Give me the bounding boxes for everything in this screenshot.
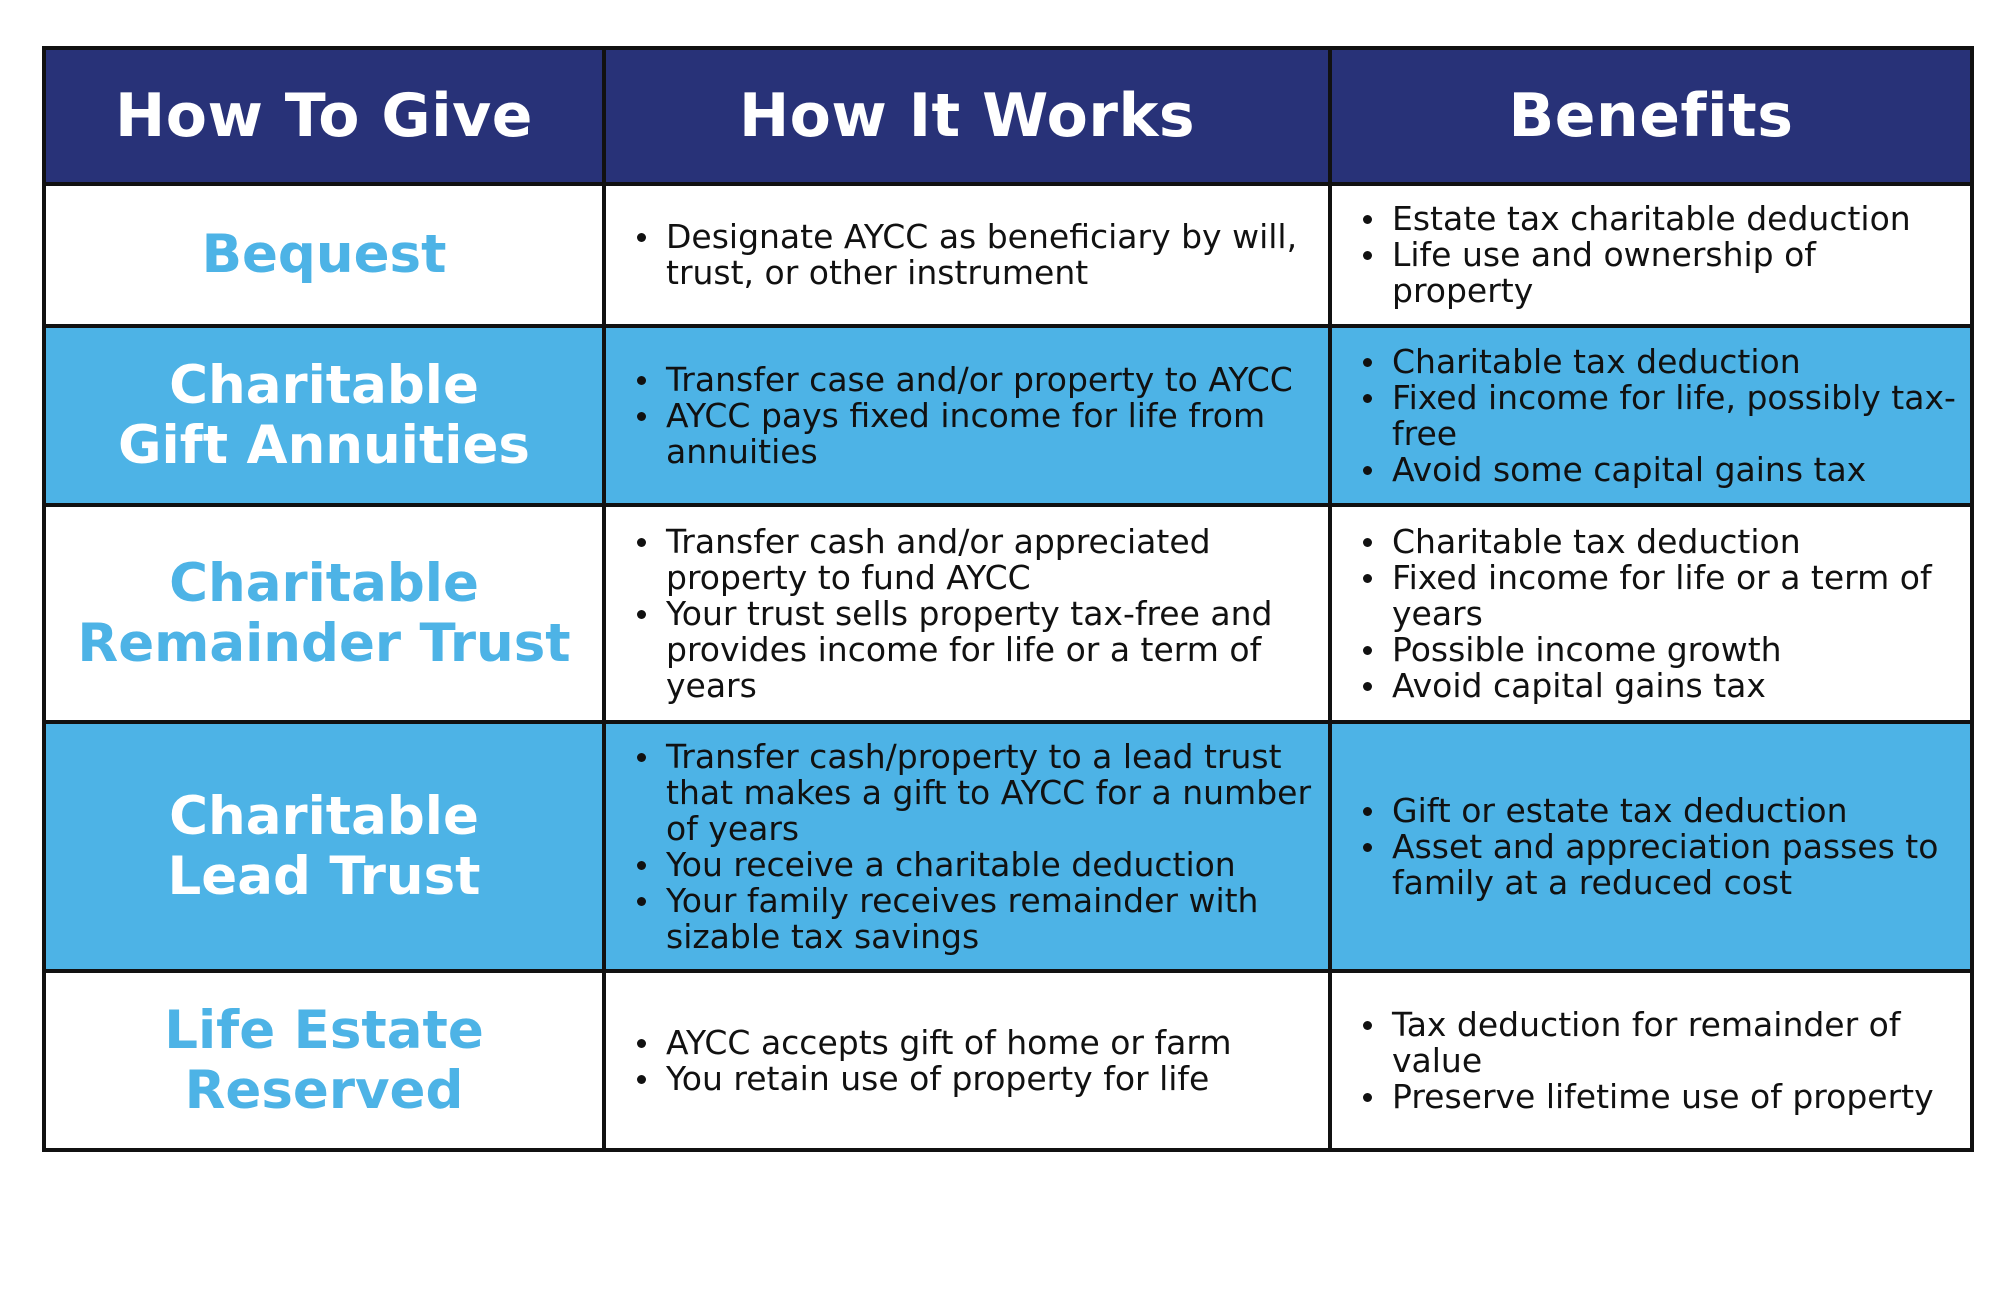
header-how-to-give: How To Give <box>44 48 604 184</box>
list-item: Charitable tax deduction <box>1360 344 1962 380</box>
list-item: You retain use of property for life <box>634 1061 1320 1097</box>
benefits-cell <box>1330 722 1972 971</box>
benefits-list <box>1332 201 1970 309</box>
list-item: Fixed income for life, possibly tax-free <box>1360 380 1962 452</box>
list-item: Transfer case and/or property to AYCC <box>634 362 1320 398</box>
gift-type-cell <box>44 326 604 505</box>
table-row <box>44 722 1972 971</box>
header-how-it-works: How It Works <box>604 48 1330 184</box>
gift-type-label: Charitable <box>169 785 479 847</box>
list-item: AYCC accepts gift of home or farm <box>634 1025 1320 1061</box>
list-item: Transfer cash/property to a lead trust that makes a gift to AYCC for a number of years <box>634 739 1320 847</box>
list-item: Fixed income for life or a term of years <box>1360 560 1962 632</box>
how-it-works-cell <box>604 184 1330 326</box>
list-item: You receive a charitable deduction <box>634 847 1320 883</box>
list-item: Asset and appreciation passes to family at a reduced cost <box>1360 829 1962 901</box>
gift-type-label: Lead Trust <box>167 845 481 907</box>
list-item: Designate AYCC as beneficiary by will, trust, or other instrument <box>634 219 1320 291</box>
how-it-works-cell <box>604 326 1330 505</box>
list-item: Estate tax charitable deduction <box>1360 201 1962 237</box>
list-item: Your family receives remainder with sizable tax savings <box>634 883 1320 955</box>
how-it-works-cell <box>604 971 1330 1150</box>
gift-type-label: Remainder Trust <box>77 612 571 674</box>
list-item: Life use and ownership of property <box>1360 237 1962 309</box>
benefits-cell <box>1330 184 1972 326</box>
gift-type-cell <box>44 971 604 1150</box>
gift-type-label: Charitable <box>169 354 479 416</box>
how-it-works-list <box>606 736 1328 956</box>
how-it-works-list <box>606 359 1328 471</box>
gift-type-label: Bequest <box>201 224 447 285</box>
gift-type-label: Gift Annuities <box>118 414 530 476</box>
list-item: Avoid some capital gains tax <box>1360 452 1962 488</box>
how-it-works-cell <box>604 722 1330 971</box>
list-item: Preserve lifetime use of property <box>1360 1079 1962 1115</box>
gift-type-label: Charitable <box>169 552 479 614</box>
benefits-list <box>1332 790 1970 902</box>
benefits-list <box>1332 1004 1970 1116</box>
gift-type-cell <box>44 722 604 971</box>
list-item: Charitable tax deduction <box>1360 524 1962 560</box>
gift-type-label: Reserved <box>184 1059 464 1121</box>
list-item: AYCC pays fixed income for life from annuities <box>634 398 1320 470</box>
table-row <box>44 326 1972 505</box>
table-row <box>44 505 1972 722</box>
benefits-list <box>1332 341 1970 489</box>
how-it-works-list <box>606 1022 1328 1098</box>
benefits-cell <box>1330 326 1972 505</box>
gift-type-label: Life Estate <box>164 999 484 1061</box>
list-item: Tax deduction for remainder of value <box>1360 1007 1962 1079</box>
benefits-cell <box>1330 971 1972 1150</box>
benefits-cell <box>1330 505 1972 722</box>
list-item: Your trust sells property tax-free and provides income for life or a term of years <box>634 596 1320 704</box>
how-it-works-list <box>606 219 1328 291</box>
list-item: Transfer cash and/or appreciated property to fund AYCC <box>634 524 1320 596</box>
table-row <box>44 184 1972 326</box>
gift-type-cell <box>44 505 604 722</box>
giving-options-table <box>42 46 1974 1152</box>
header-row <box>44 48 1972 184</box>
table-row <box>44 971 1972 1150</box>
header-benefits: Benefits <box>1330 48 1972 184</box>
list-item: Avoid capital gains tax <box>1360 668 1962 704</box>
list-item: Gift or estate tax deduction <box>1360 793 1962 829</box>
gift-type-cell <box>44 184 604 326</box>
how-it-works-cell <box>604 505 1330 722</box>
how-it-works-list <box>606 521 1328 705</box>
list-item: Possible income growth <box>1360 632 1962 668</box>
benefits-list <box>1332 521 1970 705</box>
